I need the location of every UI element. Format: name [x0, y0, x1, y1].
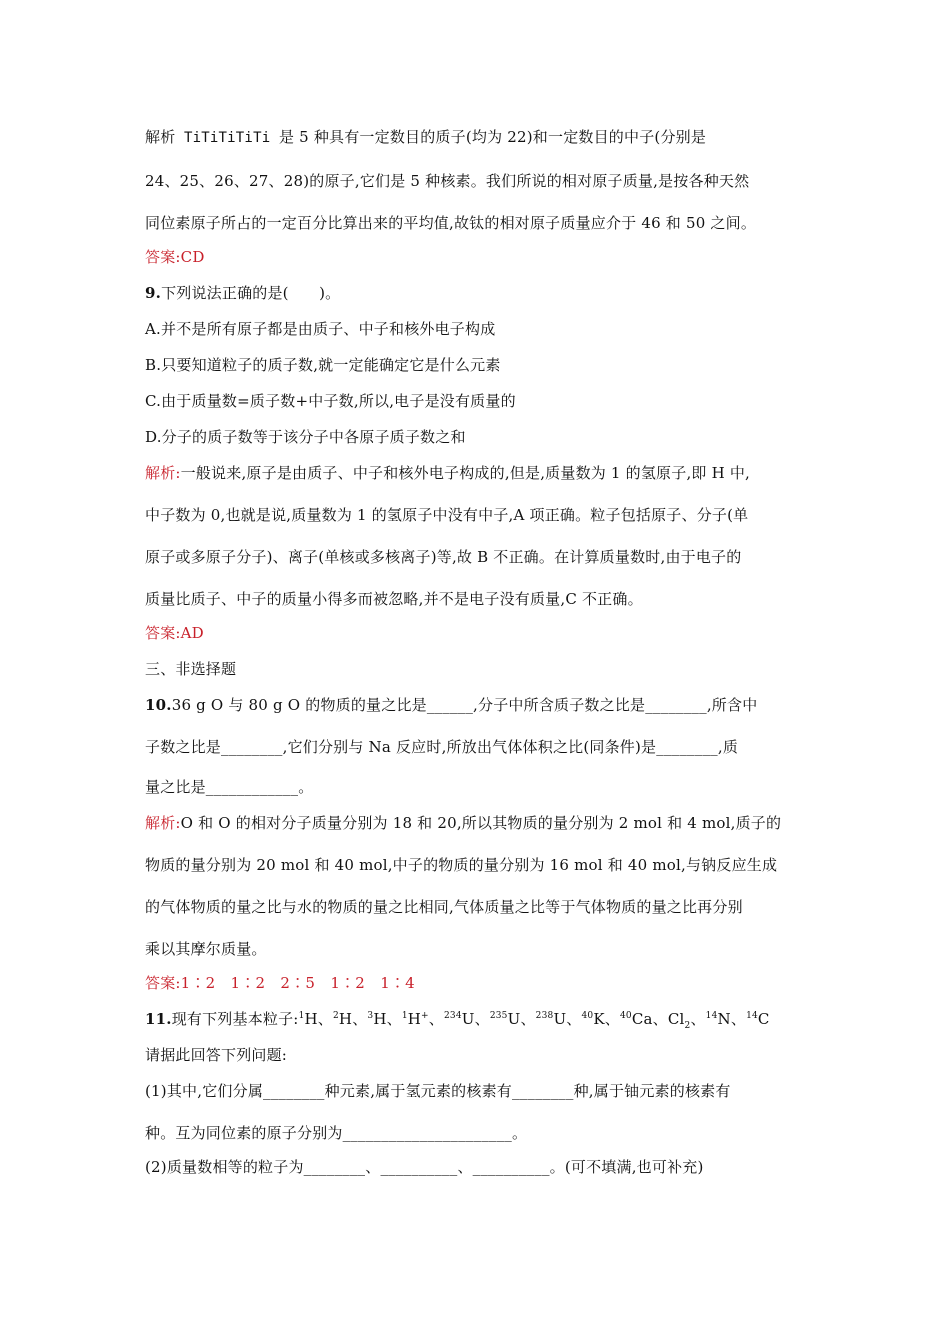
mass-number: 1 — [401, 1011, 408, 1021]
element-symbol: Ca — [631, 1010, 653, 1028]
particle-item — [444, 1010, 475, 1028]
ion-charge: + — [421, 1011, 429, 1021]
q10-analysis-line2: 物质的量分别为 20 mol 和 40 mol,中子的物质的量分别为 16 mol 和 40 mol,与钠反应生成 — [145, 856, 778, 874]
mass-number: 234 — [444, 1011, 462, 1021]
q9-answer: 答案:AD — [145, 624, 204, 642]
q8-analysis-line1 — [145, 126, 706, 147]
q9-analysis-line4: 质量比质子、中子的质量小得多而被忽略,并不是电子没有质量,C 不正确。 — [145, 590, 643, 608]
separator: 、 — [352, 1010, 368, 1028]
particle-item — [367, 1010, 386, 1028]
element-symbol: H — [373, 1010, 387, 1028]
element-symbol: H — [304, 1010, 318, 1028]
mass-number: 238 — [535, 1011, 554, 1021]
q10-answer: 答案:1∶2 1∶2 2∶5 1∶2 1∶4 — [145, 974, 415, 992]
q10-line1 — [145, 694, 757, 715]
element-symbol: N — [717, 1010, 731, 1028]
element-symbol: K — [593, 1010, 605, 1028]
analysis-label: 解析 — [145, 128, 176, 146]
separator: 、 — [690, 1010, 706, 1028]
mass-number: 14 — [746, 1011, 758, 1021]
particle-item — [706, 1010, 731, 1028]
particle-item — [667, 1010, 691, 1031]
element-symbol: C — [757, 1010, 770, 1028]
mass-number: 3 — [367, 1011, 374, 1021]
particle-item — [299, 1010, 318, 1028]
q9-option-d: D.分子的质子数等于该分子中各原子质子数之和 — [145, 428, 466, 446]
particle-item — [536, 1010, 567, 1028]
question-number: 9. — [145, 284, 162, 302]
separator: 、 — [386, 1010, 402, 1028]
question-text: 36 g O 与 80 g O 的物质的量之比是______,分子中所含质子数之比是________,所含中 — [171, 696, 758, 714]
q8-analysis-line3: 同位素原子所占的一定百分比算出来的平均值,故钛的相对原子质量应介于 46 和 50 之间。 — [145, 214, 757, 232]
particle-list — [298, 1010, 770, 1031]
q8-analysis-line2: 24、25、26、27、28)的原子,它们是 5 种核素。我们所说的相对原子质量,是按各种天然 — [145, 172, 750, 190]
q9-option-b: B.只要知道粒子的质子数,就一定能确定它是什么元素 — [145, 356, 501, 374]
q9-analysis-line2: 中子数为 0,也就是说,质量数为 1 的氢原子中没有中子,A 项正确。粒子包括原子、分子(单 — [145, 506, 749, 524]
element-symbol: H — [407, 1010, 422, 1028]
question-number: 11. — [145, 1010, 172, 1028]
mass-number: 40 — [619, 1011, 632, 1021]
analysis-label: 解析: — [145, 814, 181, 832]
particle-item — [620, 1010, 653, 1028]
element-symbol: U — [553, 1010, 567, 1028]
particle-item — [746, 1010, 770, 1028]
analysis-label: 解析: — [145, 464, 181, 482]
mass-number: 2 — [332, 1011, 339, 1021]
particle-item — [402, 1010, 429, 1028]
separator: 、 — [730, 1010, 747, 1028]
q9-analysis-line3: 原子或多原子分子)、离子(单核或多核离子)等,故 B 不正确。在计算质量数时,由于电子的 — [145, 548, 742, 566]
element-symbol: U — [461, 1010, 475, 1028]
separator: 、 — [604, 1010, 620, 1028]
q10-analysis-line3: 的气体物质的量之比与水的物质的量之比相同,气体质量之比等于气体物质的量之比再分别 — [145, 898, 743, 916]
q11-line2: 请据此回答下列问题: — [145, 1046, 288, 1064]
q11-line5: (2)质量数相等的粒子为________、__________、__________。(可不填满,也可补充) — [145, 1158, 704, 1176]
element-symbol: H — [338, 1010, 353, 1028]
separator: 、 — [652, 1010, 668, 1028]
mass-number: 1 — [298, 1011, 305, 1021]
q11-line4: 种。互为同位素的原子分别为______________________。 — [145, 1124, 528, 1142]
q9-option-a: A.并不是所有原子都是由质子、中子和核外电子构成 — [145, 320, 496, 338]
titanium-symbols: TiTiTiTiTi — [175, 130, 279, 146]
mass-number: 40 — [581, 1011, 594, 1021]
q10-analysis-line1 — [145, 812, 781, 833]
atom-count: 2 — [684, 1021, 691, 1031]
question-text: 下列说法正确的是( )。 — [161, 284, 341, 302]
particle-item — [581, 1010, 604, 1028]
particle-item — [333, 1010, 352, 1028]
mass-number: 14 — [705, 1011, 718, 1021]
separator: 、 — [566, 1010, 582, 1028]
analysis-text: 是 5 种具有一定数目的质子(均为 22)和一定数目的中子(分别是 — [278, 128, 707, 146]
q9-analysis-line1 — [145, 462, 750, 483]
q10-line2: 子数之比是________,它们分别与 Na 反应时,所放出气体体积之比(同条件)是________,质 — [145, 738, 739, 756]
separator: 、 — [428, 1010, 444, 1028]
separator: 、 — [520, 1010, 536, 1028]
separator: 、 — [317, 1010, 333, 1028]
particle-item — [490, 1010, 521, 1028]
q10-line3: 量之比是____________。 — [145, 778, 314, 796]
analysis-text: O 和 O 的相对分子质量分别为 18 和 20,所以其物质的量分别为 2 mol 和 4 mol,质子的 — [180, 814, 782, 832]
mass-number: 235 — [489, 1011, 508, 1021]
q10-analysis-line4: 乘以其摩尔质量。 — [145, 940, 267, 958]
section-heading: 三、非选择题 — [145, 660, 237, 678]
element-symbol: Cl — [667, 1010, 685, 1028]
question-number: 10. — [145, 696, 172, 714]
element-symbol: U — [507, 1010, 521, 1028]
q11-line1 — [145, 1008, 770, 1029]
question-text: 现有下列基本粒子: — [171, 1010, 299, 1028]
q8-answer: 答案:CD — [145, 248, 205, 266]
separator: 、 — [474, 1010, 490, 1028]
q9-option-c: C.由于质量数=质子数+中子数,所以,电子是没有质量的 — [145, 392, 516, 410]
analysis-text: 一般说来,原子是由质子、中子和核外电子构成的,但是,质量数为 1 的氢原子,即 H 中, — [180, 464, 750, 482]
q9-stem — [145, 282, 340, 303]
q11-line3: (1)其中,它们分属________种元素,属于氢元素的核素有________种,属于铀元素的核素有 — [145, 1082, 731, 1100]
